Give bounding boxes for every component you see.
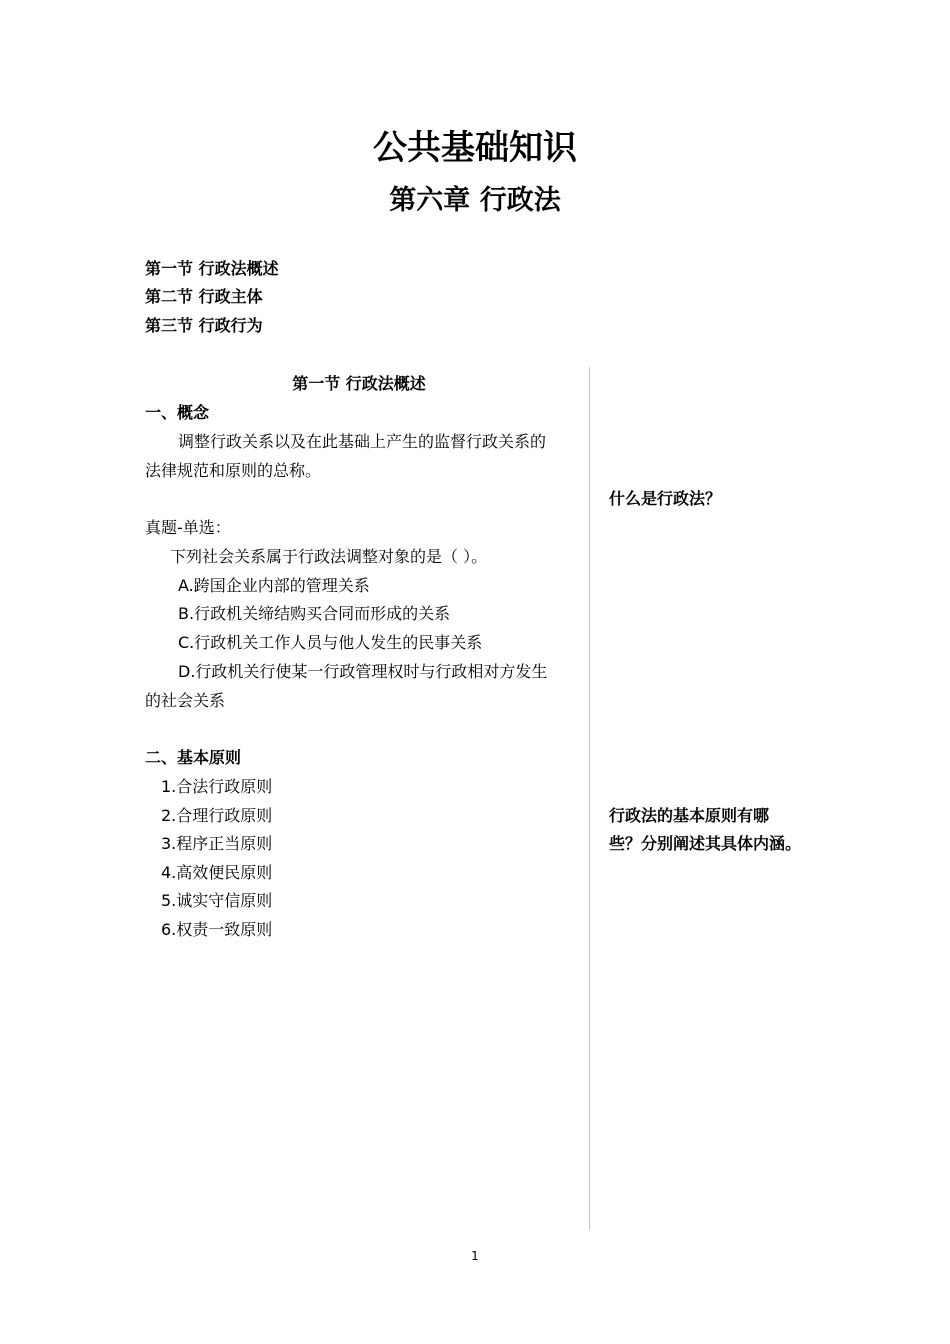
exam-option-d-continuation: 的社会关系: [145, 691, 226, 710]
chapter-title: 第六章 行政法: [389, 185, 561, 216]
principles-heading: 二、基本原则: [145, 748, 242, 767]
toc-item-section-1: 第一节 行政法概述: [145, 259, 279, 278]
exam-option-a: A.跨国企业内部的管理关系: [178, 576, 370, 595]
document-title: 公共基础知识: [373, 128, 577, 168]
side-note-question-2-line-1: 行政法的基本原则有哪: [609, 806, 770, 825]
toc-item-section-2: 第二节 行政主体: [145, 287, 263, 306]
section-title: 第一节 行政法概述: [292, 374, 426, 393]
principle-item: 2.合理行政原则: [161, 806, 273, 825]
concept-text-line-2: 法律规范和原则的总称。: [145, 461, 322, 480]
page-number: 1: [471, 1249, 479, 1263]
principle-item: 4.高效便民原则: [161, 863, 273, 882]
exam-option-d: D.行政机关行使某一行政管理权时与行政相对方发生: [178, 662, 548, 681]
exam-label: 真题-单选：: [145, 518, 231, 537]
principle-item: 6.权责一致原则: [161, 920, 273, 939]
column-divider: [589, 367, 590, 1230]
principle-item: 1.合法行政原则: [161, 777, 273, 796]
side-note-question-1: 什么是行政法？: [609, 489, 722, 508]
concept-text-line-1: 调整行政关系以及在此基础上产生的监督行政关系的: [178, 432, 547, 451]
exam-question: 下列社会关系属于行政法调整对象的是（ ）。: [170, 547, 488, 566]
exam-option-b: B.行政机关缔结购买合同而形成的关系: [178, 604, 451, 623]
concept-heading: 一、概念: [145, 403, 210, 422]
exam-option-c: C.行政机关工作人员与他人发生的民事关系: [178, 633, 483, 652]
principle-item: 3.程序正当原则: [161, 834, 273, 853]
principle-item: 5.诚实守信原则: [161, 891, 273, 910]
side-note-question-2-line-2: 些？分别阐述其具体内涵。: [609, 834, 802, 853]
toc-item-section-3: 第三节 行政行为: [145, 316, 263, 335]
